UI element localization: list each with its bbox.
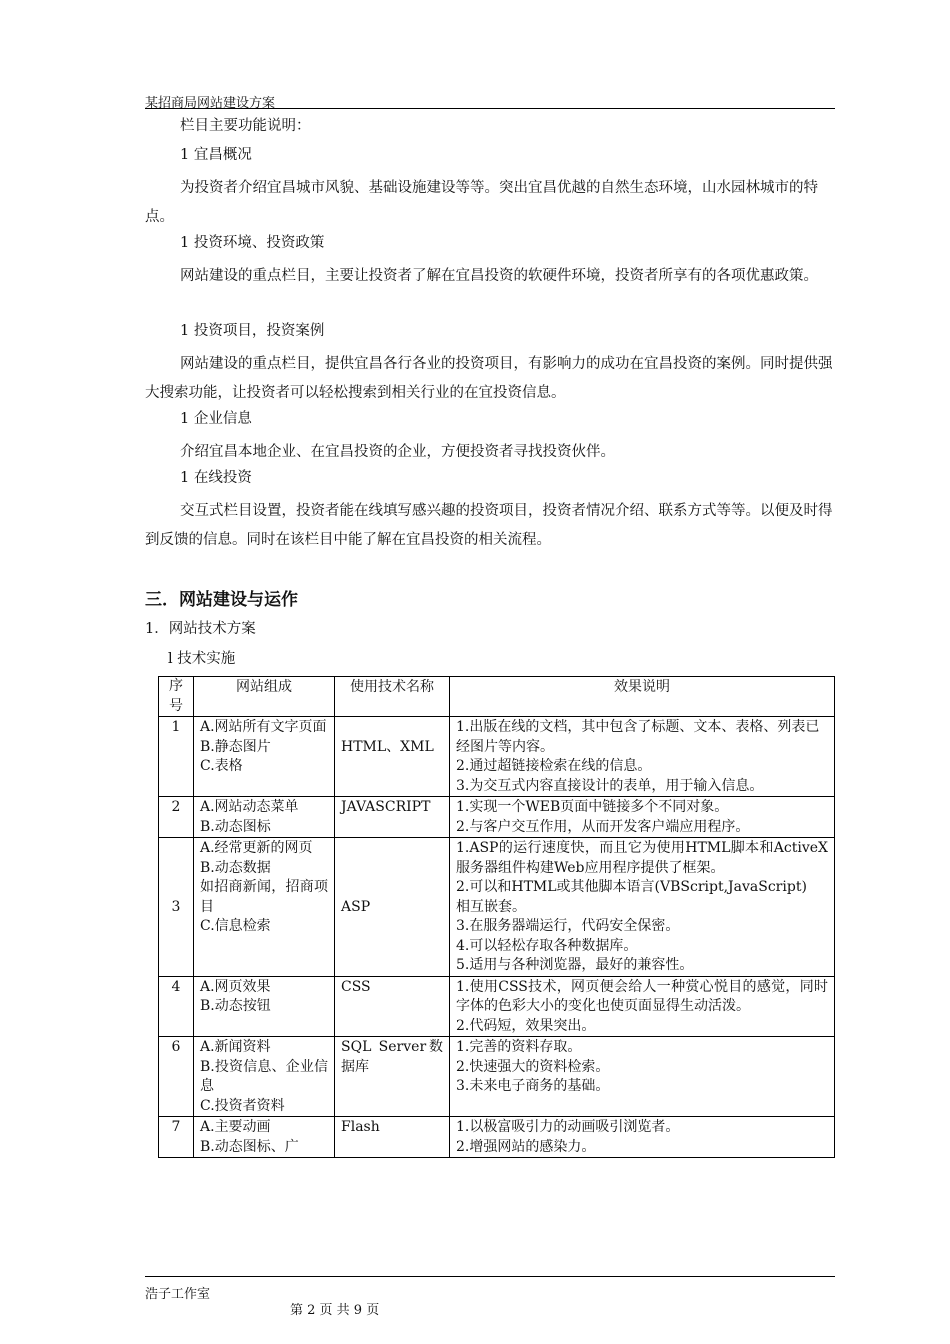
effect-line: 2.通过超链接检索在线的信息。 xyxy=(456,758,652,774)
document-header: 某招商局网站建设方案 xyxy=(145,96,276,111)
part-line: A.网站所有文字页面 xyxy=(200,719,327,735)
item-desc: 介绍宜昌本地企业、在宜昌投资的企业，方便投资者寻找投资伙伴。 xyxy=(180,444,615,460)
effects-cell xyxy=(450,717,835,797)
item-title: 1 在线投资 xyxy=(180,470,252,486)
section-subtitle: 1．网站技术方案 xyxy=(145,621,256,637)
item-title: 1 投资项目，投资案例 xyxy=(180,323,325,339)
header-cell: 使用技术名称 xyxy=(335,677,450,717)
parts-cell xyxy=(194,797,335,838)
effect-line: 4.可以轻松存取各种数据库。 xyxy=(456,937,638,954)
part-line: A.经常更新的网页 xyxy=(200,840,313,856)
table-row xyxy=(159,838,835,977)
tech-cell: HTML、XML xyxy=(335,717,450,797)
effect-line: 2.与客户交互作用，从而开发客户端应用程序。 xyxy=(456,818,750,835)
tech-cell: SQL Server数据库 xyxy=(335,1037,450,1117)
tech-cell: JAVASCRIPT xyxy=(335,797,450,838)
part-line: C.表格 xyxy=(200,758,243,774)
item-title: 1 投资环境、投资政策 xyxy=(180,235,325,251)
row-number: 1 xyxy=(159,717,194,797)
effect-line: 1.完善的资料存取。 xyxy=(456,1039,582,1055)
header-cell: 效果说明 xyxy=(450,677,835,717)
parts-cell xyxy=(194,976,335,1037)
table-row xyxy=(159,717,835,797)
part-line: B.动态图标 xyxy=(200,818,271,835)
header-rule xyxy=(145,108,835,109)
tech-cell: CSS xyxy=(335,976,450,1037)
tech-cell: Flash xyxy=(335,1117,450,1158)
effects-cell xyxy=(450,976,835,1037)
effect-line: 2.代码短，效果突出。 xyxy=(456,1017,596,1034)
part-line: C.投资者资料 xyxy=(200,1097,285,1114)
part-line: A.主要动画 xyxy=(200,1119,271,1135)
effects-cell xyxy=(450,797,835,838)
effect-line: 1.以极富吸引力的动画吸引浏览者。 xyxy=(456,1119,680,1135)
table-row xyxy=(159,1117,835,1158)
row-number: 7 xyxy=(159,1117,194,1158)
tech-cell: ASP xyxy=(335,838,450,977)
effect-line: 3.在服务器端运行，代码安全保密。 xyxy=(456,918,680,934)
row-number: 2 xyxy=(159,797,194,838)
part-line: C.信息检索 xyxy=(200,918,271,934)
effect-line: 2.可以和HTML或其他脚本语言(VBScript,JavaScript) xyxy=(456,879,807,895)
effect-line: 相互嵌套。 xyxy=(456,898,526,915)
part-line: A.新闻资料 xyxy=(200,1039,271,1055)
page-number: 第 2 页 共 9 页 xyxy=(290,1303,380,1318)
table-row xyxy=(159,797,835,838)
row-number: 3 xyxy=(159,838,194,977)
part-line: B.静态图片 xyxy=(200,738,271,755)
effects-cell xyxy=(450,838,835,977)
item-desc: 交互式栏目设置，投资者能在线填写感兴趣的投资项目，投资者情况介绍、联系方式等等。以便及时得到反馈的信息。同时在该栏目中能了解在宜昌投资的相关流程。 xyxy=(145,503,833,548)
table-row xyxy=(159,976,835,1037)
effect-line: 2.快速强大的资料检索。 xyxy=(456,1058,610,1075)
item-desc: 网站建设的重点栏目，提供宜昌各行各业的投资项目，有影响力的成功在宜昌投资的案例。同时提供强大搜索功能，让投资者可以轻松搜索到相关行业的在宜投资信息。 xyxy=(145,356,833,401)
effect-line: 2.增强网站的感染力。 xyxy=(456,1138,596,1155)
row-number: 6 xyxy=(159,1037,194,1117)
effect-line: 3.未来电子商务的基础。 xyxy=(456,1078,610,1094)
part-line: A.网页效果 xyxy=(200,978,271,995)
item-title: 1 宜昌概况 xyxy=(180,147,252,163)
part-line: B.动态按钮 xyxy=(200,998,271,1014)
effect-line: 1.出版在线的文档，其中包含了标题、文本、表格、列表已经图片等内容。 xyxy=(456,719,820,755)
item-desc: 为投资者介绍宜昌城市风貌、基础设施建设等等。突出宜昌优越的自然生态环境，山水园林城市的特点。 xyxy=(145,180,818,225)
row-number: 4 xyxy=(159,976,194,1037)
effect-line: 1.使用CSS技术，网页便会给人一种赏心悦目的感觉，同时字体的色彩大小的变化也使页面显得生动活泼。 xyxy=(456,978,828,1014)
tech-table xyxy=(158,676,835,1158)
part-line: A.网站动态菜单 xyxy=(200,799,299,815)
table-header-row xyxy=(159,677,835,717)
effects-cell xyxy=(450,1037,835,1117)
parts-cell xyxy=(194,717,335,797)
item-title: 1 企业信息 xyxy=(180,411,252,427)
item-desc: 网站建设的重点栏目，主要让投资者了解在宜昌投资的软硬件环境，投资者所享有的各项优惠政策。 xyxy=(180,268,818,284)
bullet-heading: l 技术实施 xyxy=(168,651,236,667)
effect-line: 1.实现一个WEB页面中链接多个不同对象。 xyxy=(456,799,729,815)
parts-cell xyxy=(194,1037,335,1117)
part-line: B.动态数据 xyxy=(200,859,271,876)
effect-line: 3.为交互式内容直接设计的表单，用于输入信息。 xyxy=(456,777,764,794)
part-line: 如招商新闻，招商项目 xyxy=(200,879,328,915)
part-line: B.动态图标、广 xyxy=(200,1138,299,1155)
footer-studio: 浩子工作室 xyxy=(145,1287,211,1302)
table-row xyxy=(159,1037,835,1117)
effects-cell xyxy=(450,1117,835,1158)
header-cell: 网站组成 xyxy=(194,677,335,717)
parts-cell xyxy=(194,838,335,977)
effect-line: 1.ASP的运行速度快，而且它为使用HTML脚本和ActiveX服务器组件构建Web应用程序提供了框架。 xyxy=(456,840,828,876)
header-cell: 序号 xyxy=(159,677,194,717)
section-title: 三．网站建设与运作 xyxy=(145,590,298,610)
parts-cell xyxy=(194,1117,335,1158)
intro-heading: 栏目主要功能说明： xyxy=(180,118,311,134)
part-line: B.投资信息、企业信息 xyxy=(200,1058,328,1094)
effect-line: 5.适用与各种浏览器，最好的兼容性。 xyxy=(456,957,694,973)
footer-rule xyxy=(145,1276,835,1277)
